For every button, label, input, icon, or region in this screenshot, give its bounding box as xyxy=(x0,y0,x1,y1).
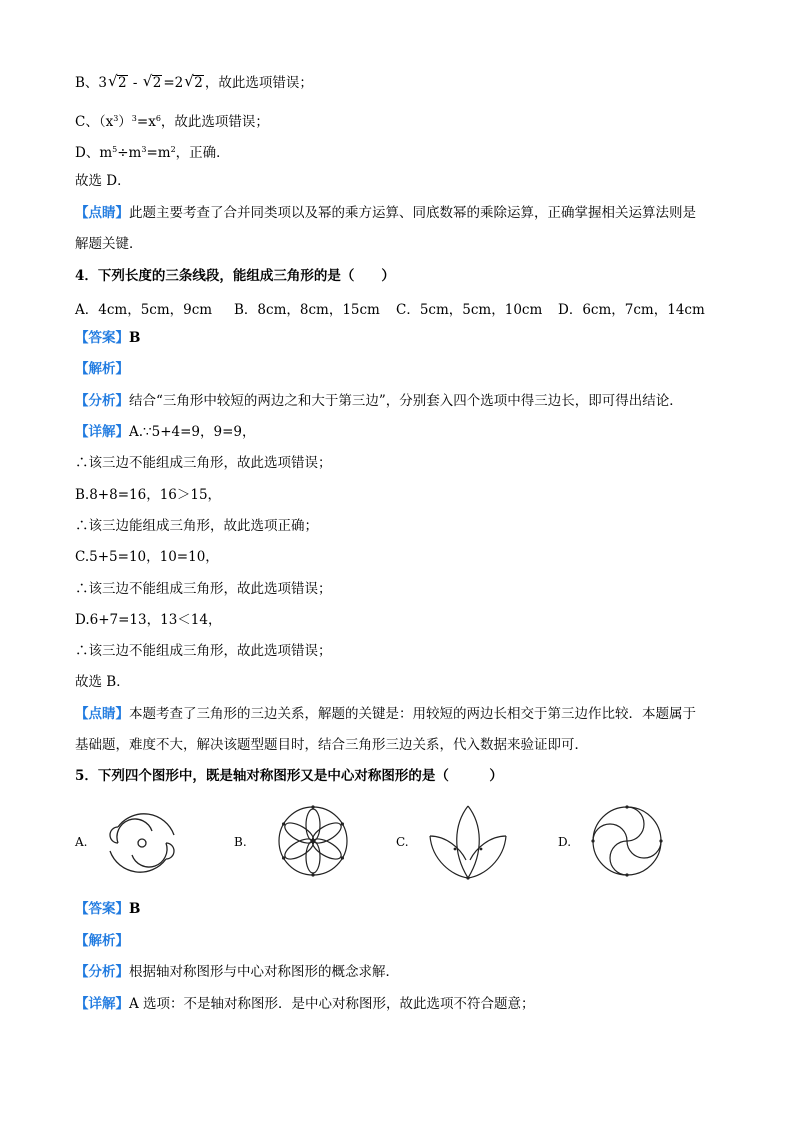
fenxi-q5: 【分析】根据轴对称图形与中心对称图形的概念求解． xyxy=(75,964,399,980)
xiangjie-d-conclusion: ∴该三边不能组成三角形，故此选项错误； xyxy=(75,643,332,659)
q4-option-b: B．8cm，8cm，15cm xyxy=(234,302,380,318)
xiangjie-c-conclusion: ∴该三边不能组成三角形，故此选项错误； xyxy=(75,581,332,597)
figure-d-label: D. xyxy=(558,835,572,849)
xiangjie-a-conclusion: ∴该三边不能组成三角形，故此选项错误； xyxy=(75,455,332,471)
jiexi-tag: 【解析】 xyxy=(75,361,129,377)
figure-c-lotus-shape xyxy=(426,802,510,882)
figure-b-flower-circle xyxy=(275,803,351,879)
dianjing-continuation: 解题关键． xyxy=(75,236,143,252)
xiangjie-q5-a: 【详解】A 选项：不是轴对称图形．是中心对称图形，故此选项不符合题意； xyxy=(75,996,535,1012)
option-c-line: C、$(x^3)^3=x^6$，故此选项错误； xyxy=(75,114,269,130)
fenxi-tag: 【分析】 xyxy=(75,964,129,980)
sqrt-symbol: √ 2 xyxy=(108,74,128,92)
figure-d-pinwheel-circle xyxy=(589,803,665,879)
figure-a-label: A. xyxy=(75,835,88,849)
answer-tag: 【答案】 xyxy=(75,901,129,917)
jiexi-tag-q5: 【解析】 xyxy=(75,933,129,949)
sqrt-symbol: √ 2 xyxy=(143,74,163,92)
xiangjie-tag: 【详解】 xyxy=(75,996,129,1012)
answer-tag: 【答案】 xyxy=(75,330,129,346)
figure-a-crab-shape xyxy=(104,805,180,881)
text: B、3 xyxy=(75,75,108,91)
xiangjie-tag: 【详解】 xyxy=(75,424,129,440)
option-b-line: B、3√ 2 - √ 2 =2√ 2 ，故此选项错误； xyxy=(75,74,313,92)
answer-q5: 【答案】B xyxy=(75,901,141,917)
dianjing-paragraph: 【点睛】此题主要考查了合并同类项以及幂的乘方运算、同底数幂的乘除运算，正确掌握相关运算法则是 xyxy=(75,205,696,221)
question-5: 5．下列四个图形中，既是轴对称图形又是中心对称图形的是（ ） xyxy=(75,768,503,784)
xiangjie-d: D.6+7=13，13＜14， xyxy=(75,612,222,628)
choose-d: 故选 D． xyxy=(75,173,131,189)
dianjing-q4-continuation: 基础题，难度不大，解决该题型题目时，结合三角形三边关系，代入数据来验证即可． xyxy=(75,737,588,753)
q4-option-a: A．4cm，5cm，9cm xyxy=(75,302,213,318)
dianjing-tag: 【点睛】 xyxy=(75,205,129,221)
q4-option-c: C．5cm，5cm，10cm xyxy=(396,302,543,318)
figure-c-label: C. xyxy=(396,835,409,849)
choose-b: 故选 B． xyxy=(75,674,130,690)
xiangjie-a: 【详解】A.∵5+4=9，9=9， xyxy=(75,424,256,440)
answer-q4: 【答案】B xyxy=(75,330,141,346)
dianjing-q4: 【点睛】本题考查了三角形的三边关系，解题的关键是：用较短的两边长相交于第三边作比较．本题属于 xyxy=(75,706,696,722)
xiangjie-b-conclusion: ∴该三边能组成三角形，故此选项正确； xyxy=(75,518,318,534)
fenxi-q4: 【分析】结合“三角形中较短的两边之和大于第三边”，分别套入四个选项中得三边长，即可得出结论． xyxy=(75,393,683,409)
dianjing-tag: 【点睛】 xyxy=(75,706,129,722)
fenxi-tag: 【分析】 xyxy=(75,393,129,409)
question-4: 4．下列长度的三条线段，能组成三角形的是（ ） xyxy=(75,268,395,284)
q4-option-d: D．6cm，7cm，14cm xyxy=(558,302,705,318)
option-d-line: D、$m^5\div m^3=m^2$，正确． xyxy=(75,145,230,161)
xiangjie-c: C.5+5=10，10=10， xyxy=(75,549,219,565)
xiangjie-b: B.8+8=16，16＞15， xyxy=(75,487,222,503)
figure-b-label: B. xyxy=(234,835,247,849)
sqrt-symbol: √ 2 xyxy=(184,74,204,92)
